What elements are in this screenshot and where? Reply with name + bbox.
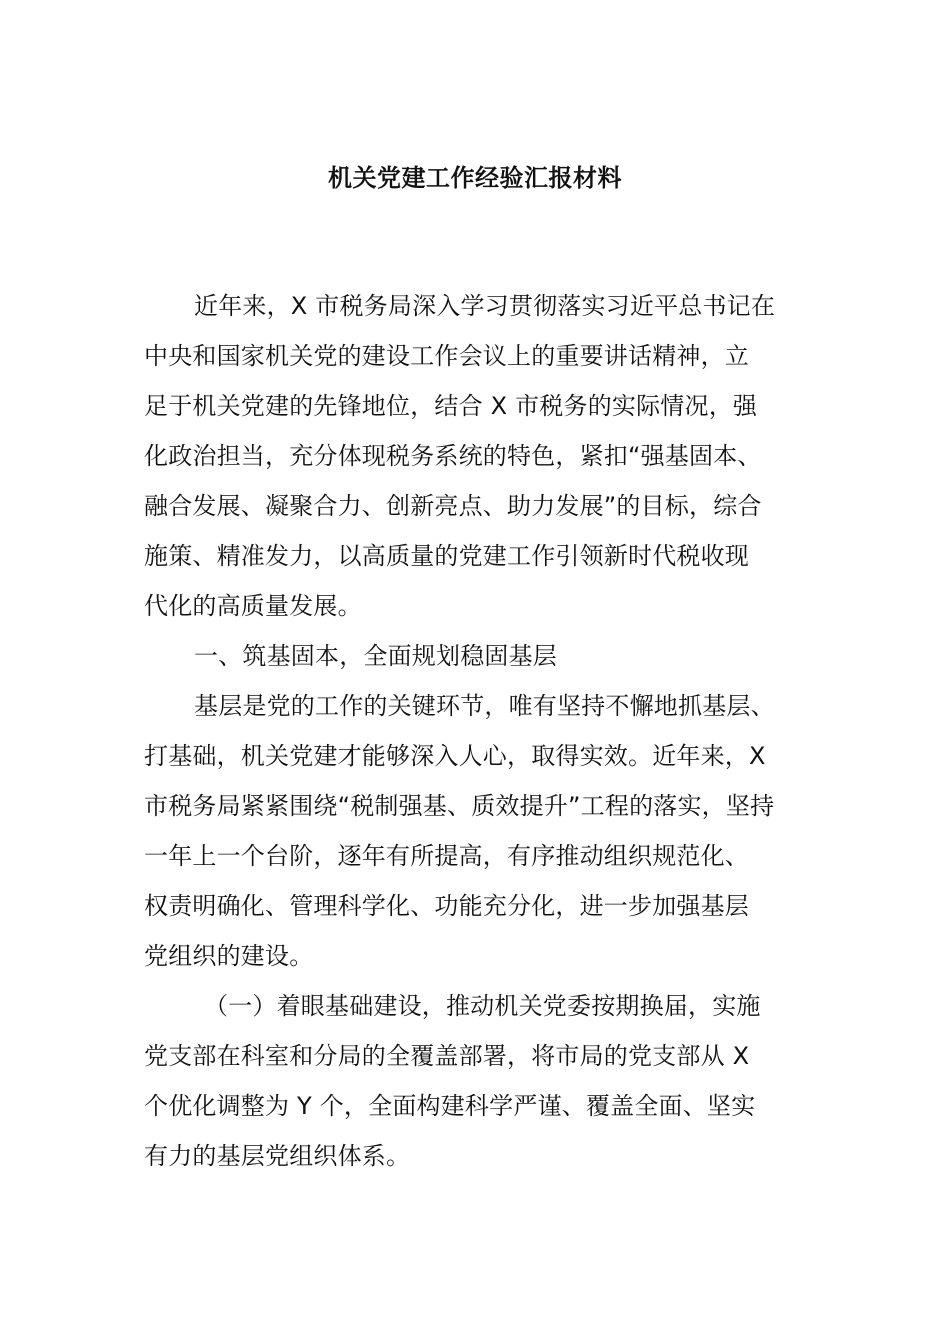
paragraph-line: 党组织的建设。 xyxy=(144,942,314,970)
paragraph-line: 党支部在科室和分局的全覆盖部署，将市局的党支部从 X xyxy=(144,1042,750,1070)
paragraph-line: 打基础，机关党建才能够深入人心，取得实效。近年来，X xyxy=(144,742,766,770)
paragraph-line: 市税务局紧紧围绕“税制强基、质效提升”工程的落实，坚持 xyxy=(144,792,775,820)
document-title: 机关党建工作经验汇报材料 xyxy=(328,164,622,192)
paragraph-line: 足于机关党建的先锋地位，结合 X 市税务的实际情况，强 xyxy=(144,392,758,420)
paragraph-line: 代化的高质量发展。 xyxy=(144,592,362,620)
paragraph-line: 基层是党的工作的关键环节，唯有坚持不懈地抓基层、 xyxy=(194,692,775,720)
section-heading: 一、筑基固本，全面规划稳固基层 xyxy=(194,642,557,670)
subsection-line: （一）着眼基础建设，推动机关党委按期换届，实施 xyxy=(204,992,761,1020)
document-body xyxy=(144,281,812,1181)
paragraph-line: 权责明确化、管理科学化、功能充分化，进一步加强基层 xyxy=(144,892,749,920)
paragraph-line: 施策、精准发力，以高质量的党建工作引领新时代税收现 xyxy=(144,542,749,570)
paragraph-line: 个优化调整为 Y 个，全面构建科学严谨、覆盖全面、坚实 xyxy=(144,1092,756,1120)
paragraph-line: 近年来，X 市税务局深入学习贯彻落实习近平总书记在 xyxy=(194,292,776,320)
paragraph-line: 中央和国家机关党的建设工作会议上的重要讲话精神，立 xyxy=(144,342,749,370)
paragraph-line: 融合发展、凝聚合力、创新亮点、助力发展”的目标，综合 xyxy=(144,492,762,520)
paragraph-line: 化政治担当，充分体现税务系统的特色，紧扣“强基固本、 xyxy=(144,442,762,470)
paragraph-line: 一年上一个台阶，逐年有所提高，有序推动组织规范化、 xyxy=(144,842,749,870)
paragraph-line: 有力的基层党组织体系。 xyxy=(144,1142,411,1170)
